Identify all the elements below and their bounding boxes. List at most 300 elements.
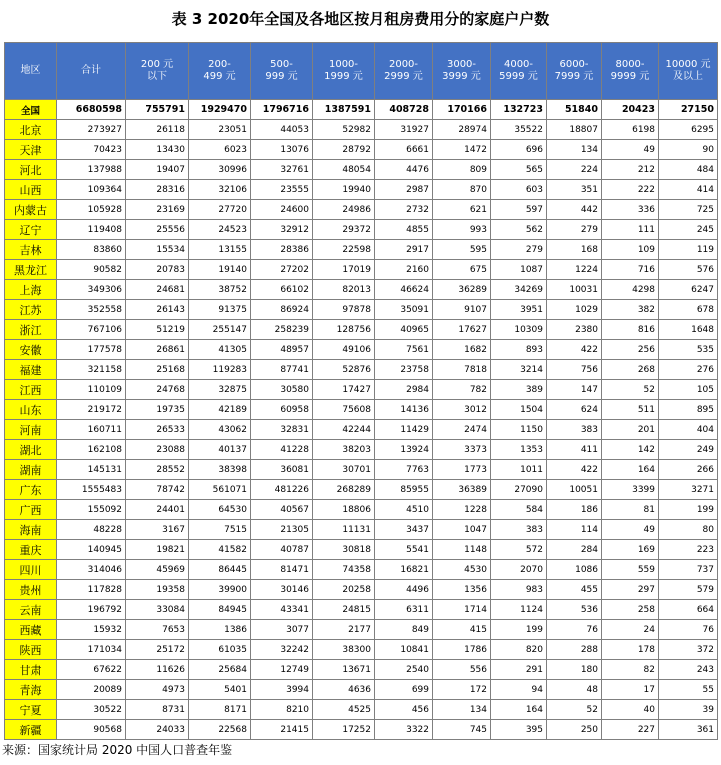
- value-cell: 49: [602, 140, 659, 160]
- value-cell: 43062: [189, 420, 251, 440]
- region-cell: 西藏: [5, 620, 57, 640]
- value-cell: 556: [433, 660, 491, 680]
- table-row: [5, 640, 718, 660]
- value-cell: 186: [547, 500, 602, 520]
- value-cell: 4496: [375, 580, 433, 600]
- value-cell: 46624: [375, 280, 433, 300]
- table-row: [5, 140, 718, 160]
- value-cell: 170166: [433, 100, 491, 120]
- value-cell: 2984: [375, 380, 433, 400]
- value-cell: 536: [547, 600, 602, 620]
- value-cell: 1086: [547, 560, 602, 580]
- value-cell: 349306: [57, 280, 126, 300]
- value-cell: 17252: [313, 720, 375, 740]
- value-cell: 7818: [433, 360, 491, 380]
- value-cell: 5401: [189, 680, 251, 700]
- table-row: [5, 320, 718, 340]
- value-cell: 584: [491, 500, 547, 520]
- table-row: [5, 220, 718, 240]
- value-cell: 24768: [126, 380, 189, 400]
- value-cell: 32106: [189, 180, 251, 200]
- value-cell: 19358: [126, 580, 189, 600]
- value-cell: 41305: [189, 340, 251, 360]
- value-cell: 755791: [126, 100, 189, 120]
- value-cell: 336: [602, 200, 659, 220]
- value-cell: 33084: [126, 600, 189, 620]
- value-cell: 696: [491, 140, 547, 160]
- value-cell: 1353: [491, 440, 547, 460]
- value-cell: 30701: [313, 460, 375, 480]
- value-cell: 94: [491, 680, 547, 700]
- value-cell: 28386: [251, 240, 313, 260]
- value-cell: 4636: [313, 680, 375, 700]
- value-cell: 24401: [126, 500, 189, 520]
- region-cell: 贵州: [5, 580, 57, 600]
- table-row: [5, 500, 718, 520]
- value-cell: 288: [547, 640, 602, 660]
- value-cell: 75608: [313, 400, 375, 420]
- region-cell: 黑龙江: [5, 260, 57, 280]
- value-cell: 2070: [491, 560, 547, 580]
- value-cell: 8171: [189, 700, 251, 720]
- value-cell: 756: [547, 360, 602, 380]
- value-cell: 442: [547, 200, 602, 220]
- value-cell: 716: [602, 260, 659, 280]
- value-cell: 16821: [375, 560, 433, 580]
- value-cell: 266: [659, 460, 718, 480]
- value-cell: 414: [659, 180, 718, 200]
- value-cell: 255147: [189, 320, 251, 340]
- value-cell: 6295: [659, 120, 718, 140]
- value-cell: 224: [547, 160, 602, 180]
- value-cell: 61035: [189, 640, 251, 660]
- value-cell: 243: [659, 660, 718, 680]
- region-cell: 海南: [5, 520, 57, 540]
- value-cell: 4973: [126, 680, 189, 700]
- value-cell: 820: [491, 640, 547, 660]
- region-cell: 青海: [5, 680, 57, 700]
- region-cell: 宁夏: [5, 700, 57, 720]
- value-cell: 2987: [375, 180, 433, 200]
- value-cell: 55: [659, 680, 718, 700]
- value-cell: 180: [547, 660, 602, 680]
- value-cell: 3322: [375, 720, 433, 740]
- value-cell: 82013: [313, 280, 375, 300]
- value-cell: 114: [547, 520, 602, 540]
- value-cell: 3167: [126, 520, 189, 540]
- value-cell: 178: [602, 640, 659, 660]
- value-cell: 4530: [433, 560, 491, 580]
- value-cell: 52982: [313, 120, 375, 140]
- region-cell: 江西: [5, 380, 57, 400]
- value-cell: 1786: [433, 640, 491, 660]
- value-cell: 893: [491, 340, 547, 360]
- value-cell: 83860: [57, 240, 126, 260]
- value-cell: 32761: [251, 160, 313, 180]
- source-note: 来源：国家统计局 2020 中国人口普查年鉴: [2, 743, 233, 757]
- value-cell: 297: [602, 580, 659, 600]
- value-cell: 35091: [375, 300, 433, 320]
- region-cell: 天津: [5, 140, 57, 160]
- value-cell: 745: [433, 720, 491, 740]
- value-cell: 6247: [659, 280, 718, 300]
- value-cell: 24: [602, 620, 659, 640]
- value-cell: 3012: [433, 400, 491, 420]
- value-cell: 389: [491, 380, 547, 400]
- value-cell: 39: [659, 700, 718, 720]
- value-cell: 23088: [126, 440, 189, 460]
- value-cell: 1148: [433, 540, 491, 560]
- value-cell: 109: [602, 240, 659, 260]
- value-cell: 27090: [491, 480, 547, 500]
- table-row: [5, 280, 718, 300]
- table-row: [5, 560, 718, 580]
- value-cell: 809: [433, 160, 491, 180]
- region-cell: 湖北: [5, 440, 57, 460]
- value-cell: 38752: [189, 280, 251, 300]
- value-cell: 1150: [491, 420, 547, 440]
- value-cell: 119408: [57, 220, 126, 240]
- value-cell: 30580: [251, 380, 313, 400]
- value-cell: 19735: [126, 400, 189, 420]
- value-cell: 456: [375, 700, 433, 720]
- value-cell: 23169: [126, 200, 189, 220]
- value-cell: 8731: [126, 700, 189, 720]
- column-header: 地区: [5, 43, 57, 100]
- value-cell: 1356: [433, 580, 491, 600]
- value-cell: 78742: [126, 480, 189, 500]
- value-cell: 164: [491, 700, 547, 720]
- value-cell: 1124: [491, 600, 547, 620]
- value-cell: 17: [602, 680, 659, 700]
- value-cell: 258239: [251, 320, 313, 340]
- region-cell: 北京: [5, 120, 57, 140]
- value-cell: 258: [602, 600, 659, 620]
- table-row: [5, 520, 718, 540]
- value-cell: 993: [433, 220, 491, 240]
- value-cell: 49: [602, 520, 659, 540]
- value-cell: 162108: [57, 440, 126, 460]
- value-cell: 268: [602, 360, 659, 380]
- value-cell: 24815: [313, 600, 375, 620]
- value-cell: 30996: [189, 160, 251, 180]
- value-cell: 2380: [547, 320, 602, 340]
- value-cell: 2160: [375, 260, 433, 280]
- region-cell: 江苏: [5, 300, 57, 320]
- value-cell: 3373: [433, 440, 491, 460]
- table-row: [5, 720, 718, 740]
- value-cell: 7653: [126, 620, 189, 640]
- value-cell: 23051: [189, 120, 251, 140]
- value-cell: 1714: [433, 600, 491, 620]
- value-cell: 1224: [547, 260, 602, 280]
- value-cell: 24523: [189, 220, 251, 240]
- value-cell: 43341: [251, 600, 313, 620]
- value-cell: 10031: [547, 280, 602, 300]
- value-cell: 142: [602, 440, 659, 460]
- column-header: 200 元 以下: [126, 43, 189, 100]
- value-cell: 20089: [57, 680, 126, 700]
- column-header: 200- 499 元: [189, 43, 251, 100]
- value-cell: 1029: [547, 300, 602, 320]
- value-cell: 64530: [189, 500, 251, 520]
- table-title: 表 3 2020年全国及各地区按月租房费用分的家庭户户数: [171, 10, 550, 28]
- value-cell: 11429: [375, 420, 433, 440]
- value-cell: 38398: [189, 460, 251, 480]
- value-cell: 372: [659, 640, 718, 660]
- value-cell: 1472: [433, 140, 491, 160]
- value-cell: 15932: [57, 620, 126, 640]
- value-cell: 80: [659, 520, 718, 540]
- region-cell: 浙江: [5, 320, 57, 340]
- value-cell: 565: [491, 160, 547, 180]
- value-cell: 25556: [126, 220, 189, 240]
- value-cell: 268289: [313, 480, 375, 500]
- table-row: [5, 540, 718, 560]
- value-cell: 24986: [313, 200, 375, 220]
- table-row: [5, 420, 718, 440]
- value-cell: 22598: [313, 240, 375, 260]
- value-cell: 382: [602, 300, 659, 320]
- value-cell: 219172: [57, 400, 126, 420]
- region-cell: 山西: [5, 180, 57, 200]
- value-cell: 2917: [375, 240, 433, 260]
- table-row: [5, 200, 718, 220]
- value-cell: 6023: [189, 140, 251, 160]
- value-cell: 39900: [189, 580, 251, 600]
- value-cell: 28792: [313, 140, 375, 160]
- value-cell: 782: [433, 380, 491, 400]
- value-cell: 1387591: [313, 100, 375, 120]
- value-cell: 128756: [313, 320, 375, 340]
- value-cell: 40965: [375, 320, 433, 340]
- value-cell: 26118: [126, 120, 189, 140]
- value-cell: 455: [547, 580, 602, 600]
- value-cell: 105: [659, 380, 718, 400]
- value-cell: 17019: [313, 260, 375, 280]
- value-cell: 81: [602, 500, 659, 520]
- region-cell: 内蒙古: [5, 200, 57, 220]
- region-cell: 湖南: [5, 460, 57, 480]
- table-row: [5, 360, 718, 380]
- region-cell: 广东: [5, 480, 57, 500]
- value-cell: 177578: [57, 340, 126, 360]
- value-cell: 145131: [57, 460, 126, 480]
- table-row: [5, 600, 718, 620]
- value-cell: 12749: [251, 660, 313, 680]
- value-cell: 603: [491, 180, 547, 200]
- value-cell: 25168: [126, 360, 189, 380]
- value-cell: 597: [491, 200, 547, 220]
- value-cell: 10051: [547, 480, 602, 500]
- value-cell: 26861: [126, 340, 189, 360]
- column-header: 6000- 7999 元: [547, 43, 602, 100]
- value-cell: 737: [659, 560, 718, 580]
- value-cell: 119: [659, 240, 718, 260]
- region-cell: 甘肃: [5, 660, 57, 680]
- column-header: 1000- 1999 元: [313, 43, 375, 100]
- value-cell: 30818: [313, 540, 375, 560]
- table-row: [5, 460, 718, 480]
- value-cell: 11626: [126, 660, 189, 680]
- region-cell: 安徽: [5, 340, 57, 360]
- table-row: [5, 620, 718, 640]
- column-header: 500- 999 元: [251, 43, 313, 100]
- value-cell: 21305: [251, 520, 313, 540]
- table-body: [5, 100, 718, 740]
- value-cell: 1504: [491, 400, 547, 420]
- value-cell: 25172: [126, 640, 189, 660]
- table-row: [5, 260, 718, 280]
- value-cell: 20423: [602, 100, 659, 120]
- value-cell: 19140: [189, 260, 251, 280]
- table-row: [5, 380, 718, 400]
- value-cell: 119283: [189, 360, 251, 380]
- value-cell: 5541: [375, 540, 433, 560]
- value-cell: 576: [659, 260, 718, 280]
- value-cell: 3951: [491, 300, 547, 320]
- column-header: 10000 元 及以上: [659, 43, 718, 100]
- table-row: [5, 440, 718, 460]
- value-cell: 1929470: [189, 100, 251, 120]
- value-cell: 76: [659, 620, 718, 640]
- value-cell: 699: [375, 680, 433, 700]
- value-cell: 52: [547, 700, 602, 720]
- value-cell: 675: [433, 260, 491, 280]
- value-cell: 87741: [251, 360, 313, 380]
- value-cell: 40137: [189, 440, 251, 460]
- value-cell: 21415: [251, 720, 313, 740]
- table-row: [5, 180, 718, 200]
- value-cell: 52: [602, 380, 659, 400]
- value-cell: 562: [491, 220, 547, 240]
- value-cell: 1386: [189, 620, 251, 640]
- region-cell: 山东: [5, 400, 57, 420]
- value-cell: 1011: [491, 460, 547, 480]
- value-cell: 3399: [602, 480, 659, 500]
- value-cell: 279: [491, 240, 547, 260]
- value-cell: 314046: [57, 560, 126, 580]
- value-cell: 20783: [126, 260, 189, 280]
- value-cell: 32242: [251, 640, 313, 660]
- value-cell: 816: [602, 320, 659, 340]
- region-cell: 上海: [5, 280, 57, 300]
- value-cell: 7763: [375, 460, 433, 480]
- value-cell: 2732: [375, 200, 433, 220]
- value-cell: 85955: [375, 480, 433, 500]
- value-cell: 484: [659, 160, 718, 180]
- value-cell: 14136: [375, 400, 433, 420]
- value-cell: 411: [547, 440, 602, 460]
- value-cell: 24033: [126, 720, 189, 740]
- value-cell: 767106: [57, 320, 126, 340]
- value-cell: 3271: [659, 480, 718, 500]
- value-cell: 36389: [433, 480, 491, 500]
- value-cell: 6198: [602, 120, 659, 140]
- column-header: 合计: [57, 43, 126, 100]
- value-cell: 415: [433, 620, 491, 640]
- value-cell: 595: [433, 240, 491, 260]
- value-cell: 273927: [57, 120, 126, 140]
- value-cell: 4510: [375, 500, 433, 520]
- value-cell: 48054: [313, 160, 375, 180]
- region-cell: 广西: [5, 500, 57, 520]
- value-cell: 291: [491, 660, 547, 680]
- rent-households-table: [4, 42, 718, 740]
- table-row: [5, 240, 718, 260]
- value-cell: 245: [659, 220, 718, 240]
- value-cell: 51840: [547, 100, 602, 120]
- value-cell: 422: [547, 340, 602, 360]
- value-cell: 223: [659, 540, 718, 560]
- value-cell: 664: [659, 600, 718, 620]
- value-cell: 38203: [313, 440, 375, 460]
- value-cell: 137988: [57, 160, 126, 180]
- value-cell: 352558: [57, 300, 126, 320]
- value-cell: 983: [491, 580, 547, 600]
- value-cell: 40567: [251, 500, 313, 520]
- value-cell: 8210: [251, 700, 313, 720]
- table-row: [5, 580, 718, 600]
- value-cell: 227: [602, 720, 659, 740]
- value-cell: 18807: [547, 120, 602, 140]
- value-cell: 52876: [313, 360, 375, 380]
- value-cell: 395: [491, 720, 547, 740]
- value-cell: 164: [602, 460, 659, 480]
- value-cell: 1087: [491, 260, 547, 280]
- value-cell: 13155: [189, 240, 251, 260]
- value-cell: 351: [547, 180, 602, 200]
- value-cell: 6680598: [57, 100, 126, 120]
- value-cell: 199: [491, 620, 547, 640]
- value-cell: 168: [547, 240, 602, 260]
- value-cell: 13430: [126, 140, 189, 160]
- value-cell: 29372: [313, 220, 375, 240]
- value-cell: 4855: [375, 220, 433, 240]
- value-cell: 10841: [375, 640, 433, 660]
- value-cell: 172: [433, 680, 491, 700]
- column-header: 2000- 2999 元: [375, 43, 433, 100]
- value-cell: 3437: [375, 520, 433, 540]
- region-cell: 重庆: [5, 540, 57, 560]
- value-cell: 41582: [189, 540, 251, 560]
- value-cell: 621: [433, 200, 491, 220]
- value-cell: 4525: [313, 700, 375, 720]
- value-cell: 32912: [251, 220, 313, 240]
- value-cell: 31927: [375, 120, 433, 140]
- value-cell: 624: [547, 400, 602, 420]
- value-cell: 725: [659, 200, 718, 220]
- value-cell: 140945: [57, 540, 126, 560]
- value-cell: 279: [547, 220, 602, 240]
- value-cell: 42244: [313, 420, 375, 440]
- value-cell: 383: [547, 420, 602, 440]
- value-cell: 2474: [433, 420, 491, 440]
- value-cell: 147: [547, 380, 602, 400]
- value-cell: 18806: [313, 500, 375, 520]
- value-cell: 90: [659, 140, 718, 160]
- table-row: [5, 400, 718, 420]
- value-cell: 134: [433, 700, 491, 720]
- value-cell: 26533: [126, 420, 189, 440]
- value-cell: 678: [659, 300, 718, 320]
- value-cell: 572: [491, 540, 547, 560]
- value-cell: 38300: [313, 640, 375, 660]
- value-cell: 1648: [659, 320, 718, 340]
- value-cell: 4476: [375, 160, 433, 180]
- value-cell: 579: [659, 580, 718, 600]
- value-cell: 134: [547, 140, 602, 160]
